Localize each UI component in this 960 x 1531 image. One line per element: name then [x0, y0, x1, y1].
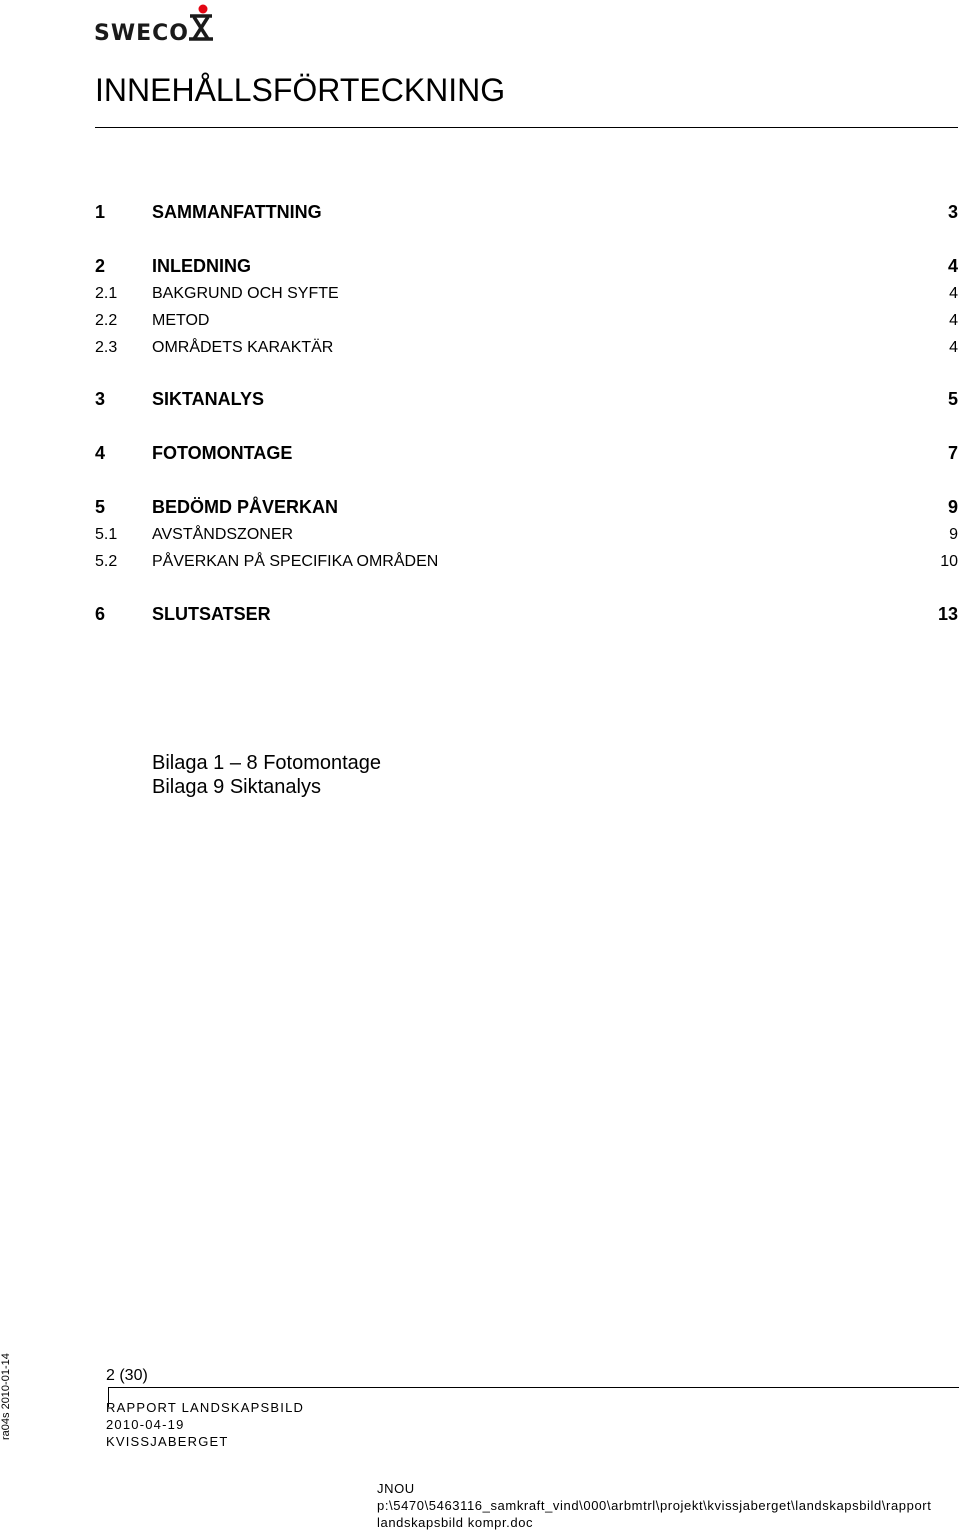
title-divider: [95, 127, 958, 128]
toc-number: 5.2: [95, 553, 118, 570]
toc-label: AVSTÅNDSZONER: [152, 526, 294, 543]
toc-page: 7: [947, 443, 958, 463]
toc-page: 10: [940, 553, 958, 570]
footer-report-info: [106, 1399, 304, 1450]
footer-file-path: p:\5470\5463116_samkraft_vind\000\arbmtrl\projekt\kvissjaberget\landskapsbild\rapport: [377, 1498, 932, 1513]
footer-author: JNOU: [377, 1481, 415, 1496]
toc-entry[interactable]: [95, 524, 958, 546]
toc-entry[interactable]: [95, 283, 958, 305]
toc-entry[interactable]: [95, 388, 958, 410]
toc-label: METOD: [152, 312, 210, 329]
appendix-line: Bilaga 9 Siktanalys: [152, 776, 321, 798]
toc-page: 13: [937, 604, 958, 624]
logo-text: SWECO: [94, 21, 189, 46]
toc-number: 5.1: [95, 526, 118, 543]
toc-label: OMRÅDETS KARAKTÄR: [152, 339, 334, 356]
toc-entry[interactable]: [95, 442, 958, 464]
appendix-line: Bilaga 1 – 8 Fotomontage: [152, 752, 382, 774]
toc-number: 2.1: [95, 285, 118, 302]
toc-page: 4: [949, 339, 958, 356]
toc-label: BAKGRUND OCH SYFTE: [152, 285, 339, 302]
toc-label: FOTOMONTAGE: [152, 443, 293, 463]
toc-number: 1: [95, 202, 106, 222]
toc-label: SAMMANFATTNING: [152, 202, 322, 222]
footer-file-info: [377, 1480, 931, 1531]
toc-number: 5: [95, 497, 106, 517]
page-number: 2 (30): [106, 1367, 148, 1384]
toc-label: BEDÖMD PÅVERKAN: [152, 497, 339, 517]
toc-entry[interactable]: [95, 310, 958, 332]
toc-label: PÅVERKAN PÅ SPECIFIKA OMRÅDEN: [152, 553, 439, 570]
toc-entry[interactable]: [95, 603, 958, 625]
toc-number: 6: [95, 604, 106, 624]
toc-number: 2: [95, 256, 106, 276]
toc-entry[interactable]: [95, 201, 958, 223]
footer-file-name: landskapsbild kompr.doc: [377, 1515, 534, 1530]
footer-divider: [108, 1387, 959, 1388]
toc-page: 3: [947, 202, 958, 222]
toc-entry[interactable]: [95, 337, 958, 359]
toc-entry[interactable]: [95, 255, 958, 277]
toc-number: 3: [95, 389, 106, 409]
footer-date: 2010-04-19: [106, 1417, 185, 1432]
toc-entry[interactable]: [95, 551, 958, 573]
footer-project: KVISSJABERGET: [106, 1434, 229, 1449]
toc-entry[interactable]: [95, 496, 958, 518]
toc-label: INLEDNING: [152, 256, 251, 276]
toc-label: SIKTANALYS: [152, 389, 265, 409]
toc-label: SLUTSATSER: [152, 604, 271, 624]
toc-number: 2.2: [95, 312, 118, 329]
toc-page: 4: [949, 285, 958, 302]
page-title: INNEHÅLLSFÖRTECKNING: [95, 72, 506, 108]
sweco-mark-icon: [186, 4, 216, 42]
toc-number: 4: [95, 443, 106, 463]
toc-page: 9: [947, 497, 958, 517]
template-code: ra04s 2010-01-14: [0, 1353, 12, 1440]
toc-page: 4: [947, 256, 958, 276]
footer-report-type: RAPPORT LANDSKAPSBILD: [106, 1400, 305, 1415]
toc-page: 4: [949, 312, 958, 329]
toc-number: 2.3: [95, 339, 118, 356]
toc-page: 9: [949, 526, 958, 543]
toc-page: 5: [947, 389, 958, 409]
